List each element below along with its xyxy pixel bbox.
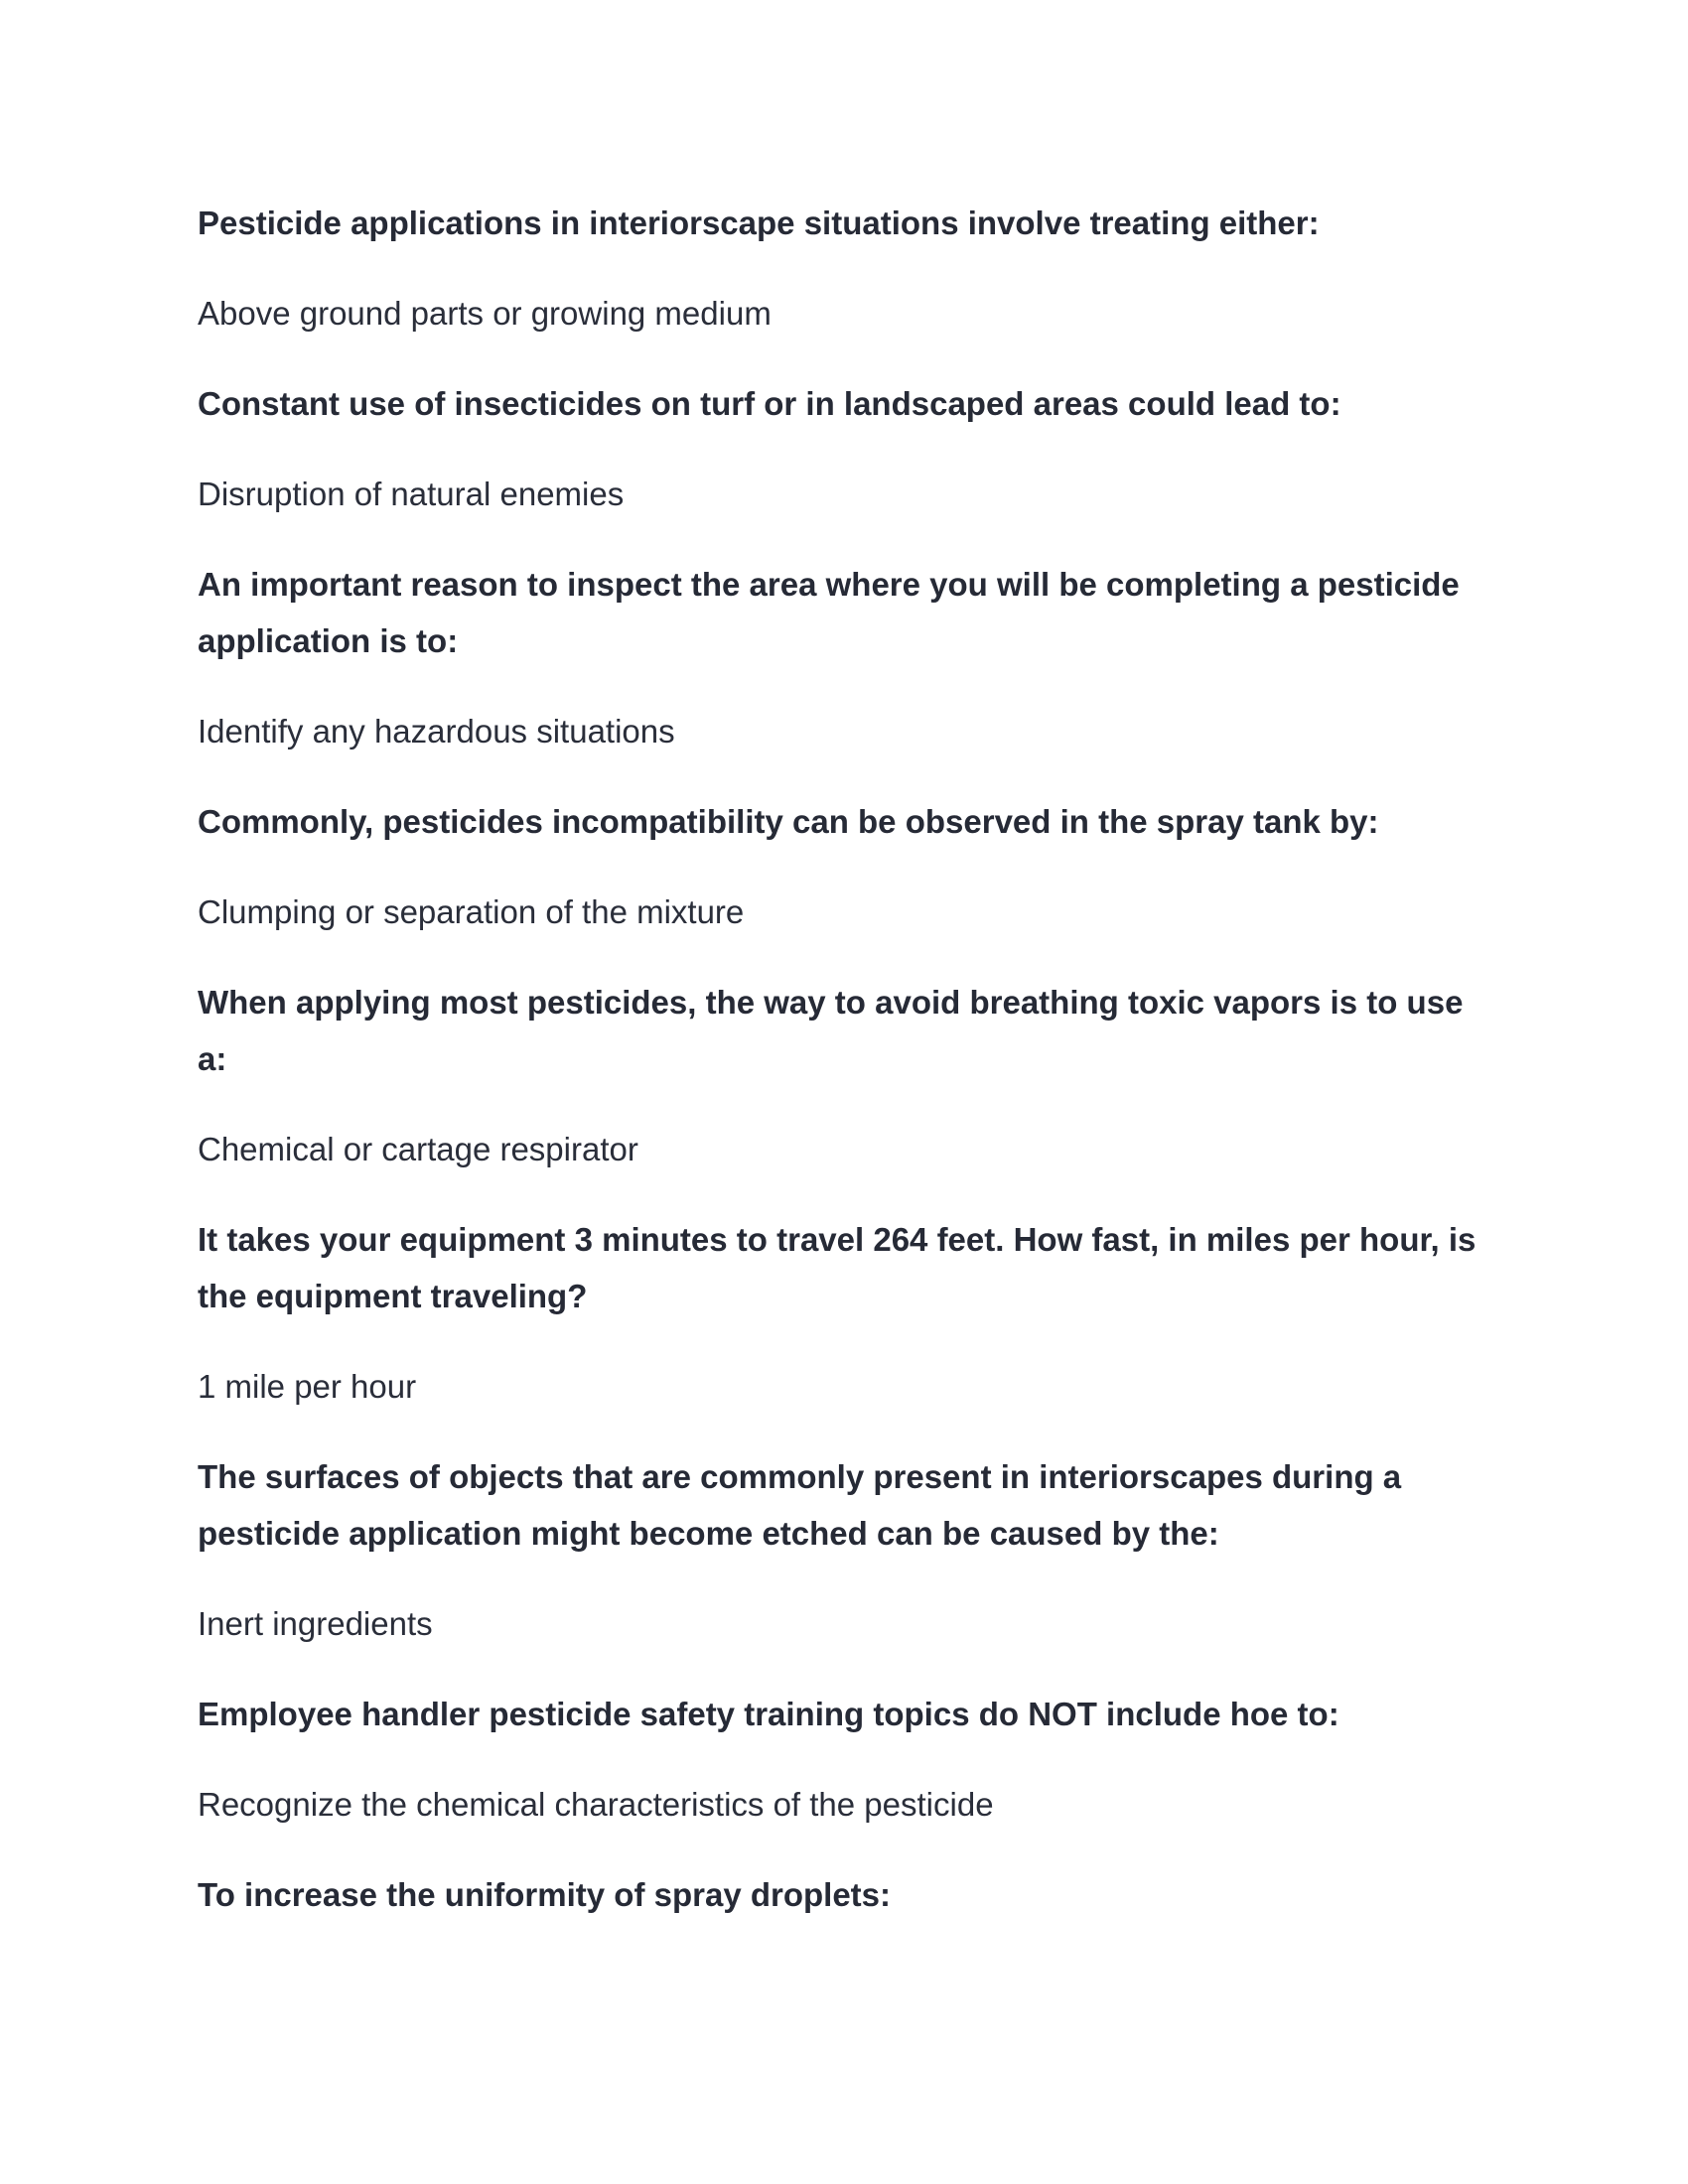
qa-item-1	[198, 195, 1488, 341]
qa-item-5	[198, 974, 1488, 1177]
answer-7: Inert ingredients	[198, 1605, 433, 1642]
qa-item-4	[198, 793, 1488, 940]
qa-item-7	[198, 1448, 1488, 1652]
document-page	[198, 195, 1488, 1923]
answer-6: 1 mile per hour	[198, 1368, 417, 1405]
answer-8: Recognize the chemical characteristics of the pesticide	[198, 1786, 994, 1823]
answer-2: Disruption of natural enemies	[198, 476, 625, 512]
answer-5: Chemical or cartage respirator	[198, 1131, 638, 1167]
qa-item-8	[198, 1686, 1488, 1833]
qa-item-6	[198, 1211, 1488, 1415]
qa-item-9	[198, 1866, 1488, 1923]
question-9: To increase the uniformity of spray droplets:	[198, 1876, 892, 1913]
qa-item-2	[198, 375, 1488, 522]
answer-4: Clumping or separation of the mixture	[198, 893, 745, 930]
question-2: Constant use of insecticides on turf or in landscaped areas could lead to:	[198, 385, 1341, 422]
question-6: It takes your equipment 3 minutes to travel 264 feet. How fast, in miles per hour, is the equipment traveling?	[198, 1221, 1477, 1314]
question-4: Commonly, pesticides incompatibility can be observed in the spray tank by:	[198, 803, 1379, 840]
question-5: When applying most pesticides, the way to avoid breathing toxic vapors is to use a:	[198, 984, 1464, 1077]
question-7: The surfaces of objects that are commonly present in interiorscapes during a pesticide application might become etched can be caused by the:	[198, 1458, 1402, 1552]
question-3: An important reason to inspect the area where you will be completing a pesticide application is to:	[198, 566, 1460, 659]
answer-3: Identify any hazardous situations	[198, 713, 675, 750]
qa-item-3	[198, 556, 1488, 759]
question-8: Employee handler pesticide safety training topics do NOT include hoe to:	[198, 1696, 1339, 1732]
question-1: Pesticide applications in interiorscape situations involve treating either:	[198, 205, 1320, 241]
answer-1: Above ground parts or growing medium	[198, 295, 772, 332]
